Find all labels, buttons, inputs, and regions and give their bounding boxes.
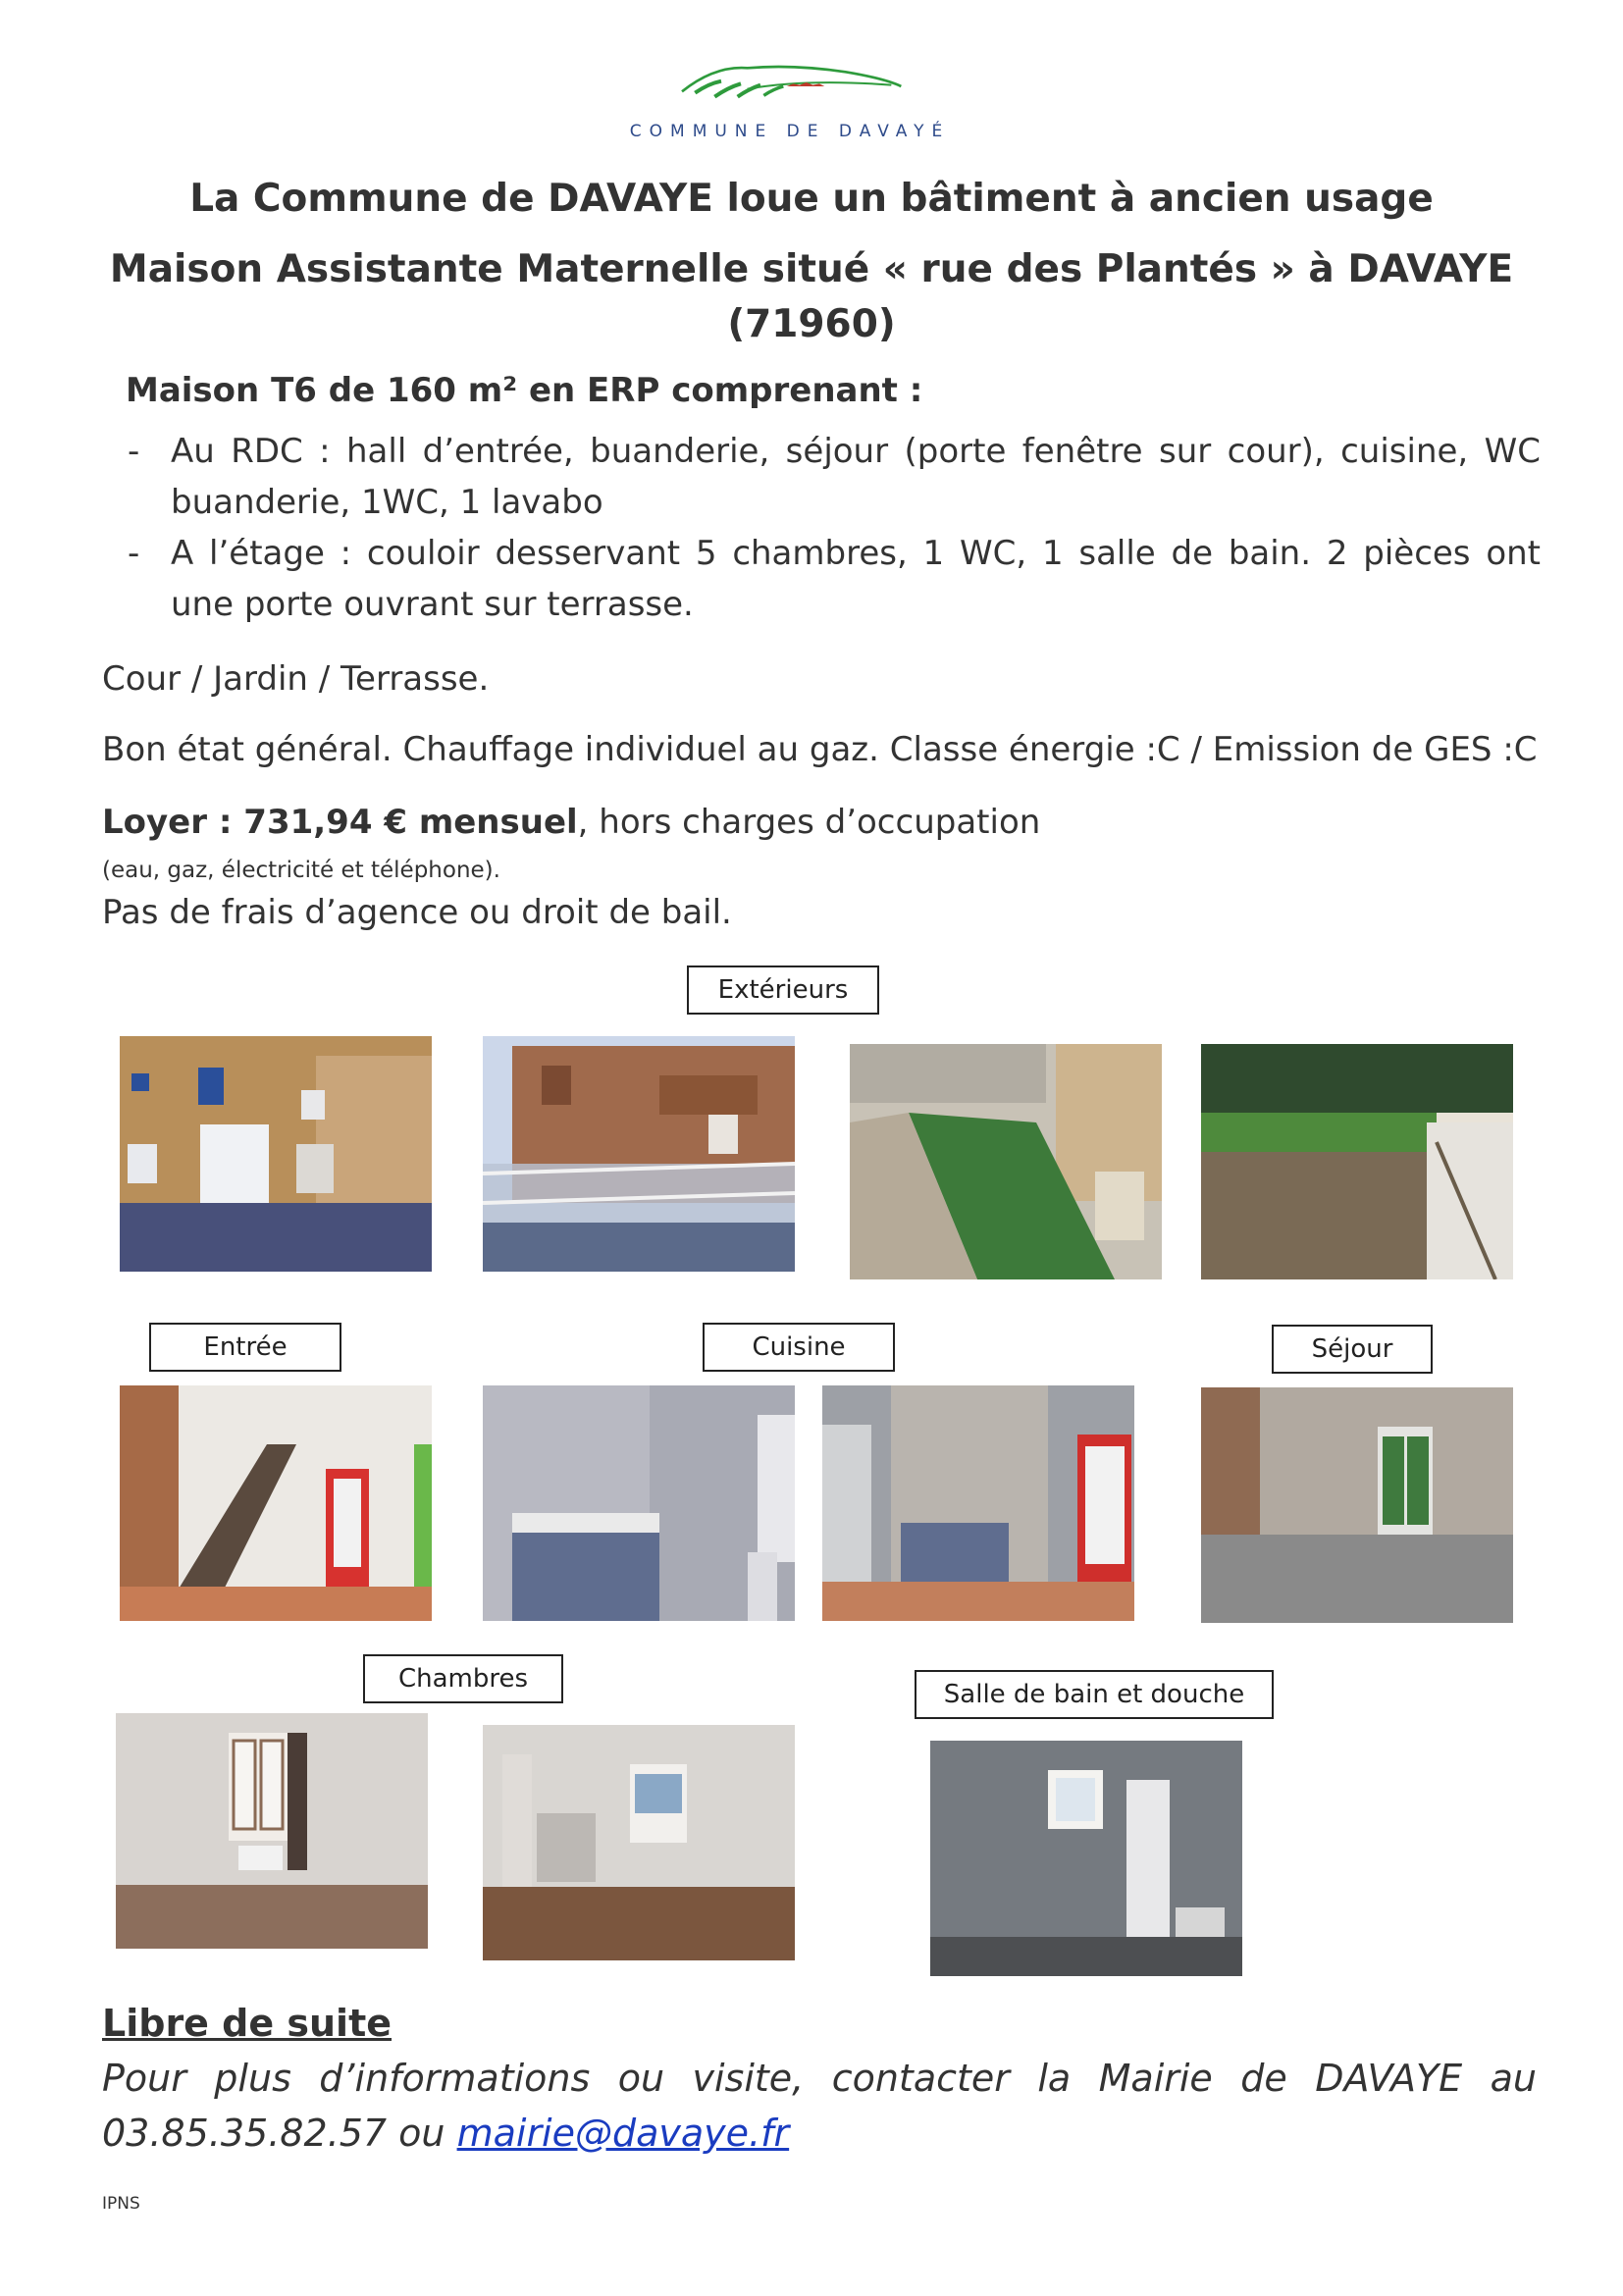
bullet-item-rdc bbox=[128, 426, 1541, 528]
label-entree: Entrée bbox=[149, 1323, 341, 1372]
photo-exterieur-jardin bbox=[1201, 1044, 1513, 1279]
photo-cuisine-1 bbox=[483, 1385, 795, 1621]
label-sejour: Séjour bbox=[1272, 1325, 1433, 1374]
photo-salle-de-bain bbox=[930, 1741, 1242, 1976]
email-link[interactable]: mairie@davaye.fr bbox=[456, 2112, 790, 2155]
subtitle: Maison T6 de 160 m² en ERP comprenant : bbox=[126, 371, 923, 410]
loyer-line bbox=[102, 803, 1040, 842]
title-line-1: La Commune de DAVAYE loue un bâtiment à ancien usage bbox=[189, 177, 1434, 221]
photo-entree-escalier bbox=[120, 1385, 432, 1621]
libre-de-suite: Libre de suite bbox=[102, 2002, 393, 2045]
logo-text: COMMUNE DE DAVAYÉ bbox=[629, 122, 951, 141]
bullet-text: A l’étage : couloir desservant 5 chambres, 1 WC, 1 salle de bain. 2 pièces ont une porte ouvrant sur terrasse. bbox=[171, 534, 1541, 624]
photo-chambre-2 bbox=[483, 1725, 795, 1960]
bullet-dash: - bbox=[128, 534, 140, 573]
ipns-mention: IPNS bbox=[102, 2194, 140, 2214]
bullet-list bbox=[128, 426, 1541, 630]
etat-text: Bon état général. Chauffage individuel au gaz. Classe énergie :C / Emission de GES :C bbox=[102, 730, 1538, 769]
charges-note: (eau, gaz, électricité et téléphone). bbox=[102, 858, 500, 883]
contact-sentence: Pour plus d’informations ou visite, contacter la Mairie de DAVAYE au 03.85.35.82.57 ou bbox=[102, 2057, 1537, 2155]
bullet-dash: - bbox=[128, 432, 140, 471]
bullet-text: Au RDC : hall d’entrée, buanderie, séjour (porte fenêtre sur cour), cuisine, WC buanderie, 1WC, 1 lavabo bbox=[171, 432, 1541, 522]
frais-text: Pas de frais d’agence ou droit de bail. bbox=[102, 893, 732, 932]
bullet-item-etage bbox=[128, 528, 1541, 630]
photo-exterieur-cour bbox=[850, 1044, 1162, 1279]
contact-text bbox=[102, 2051, 1537, 2161]
label-cuisine: Cuisine bbox=[703, 1323, 895, 1372]
label-exterieurs: Extérieurs bbox=[687, 965, 879, 1015]
photo-sejour bbox=[1201, 1387, 1513, 1623]
photo-exterieur-rampe bbox=[483, 1036, 795, 1272]
label-chambres: Chambres bbox=[363, 1654, 563, 1703]
label-salle-de-bain: Salle de bain et douche bbox=[915, 1670, 1274, 1719]
photo-chambre-1 bbox=[116, 1713, 428, 1949]
loyer-rest: , hors charges d’occupation bbox=[577, 803, 1041, 842]
cour-text: Cour / Jardin / Terrasse. bbox=[102, 659, 490, 699]
photo-exterieur-facade bbox=[120, 1036, 432, 1272]
title-line-2: Maison Assistante Maternelle situé « rue des Plantés » à DAVAYE bbox=[109, 247, 1514, 291]
photo-cuisine-2 bbox=[822, 1385, 1134, 1621]
loyer-amount: Loyer : 731,94 € mensuel bbox=[102, 803, 578, 842]
logo-hills-icon bbox=[618, 59, 962, 118]
title-line-3: (71960) bbox=[727, 302, 896, 346]
